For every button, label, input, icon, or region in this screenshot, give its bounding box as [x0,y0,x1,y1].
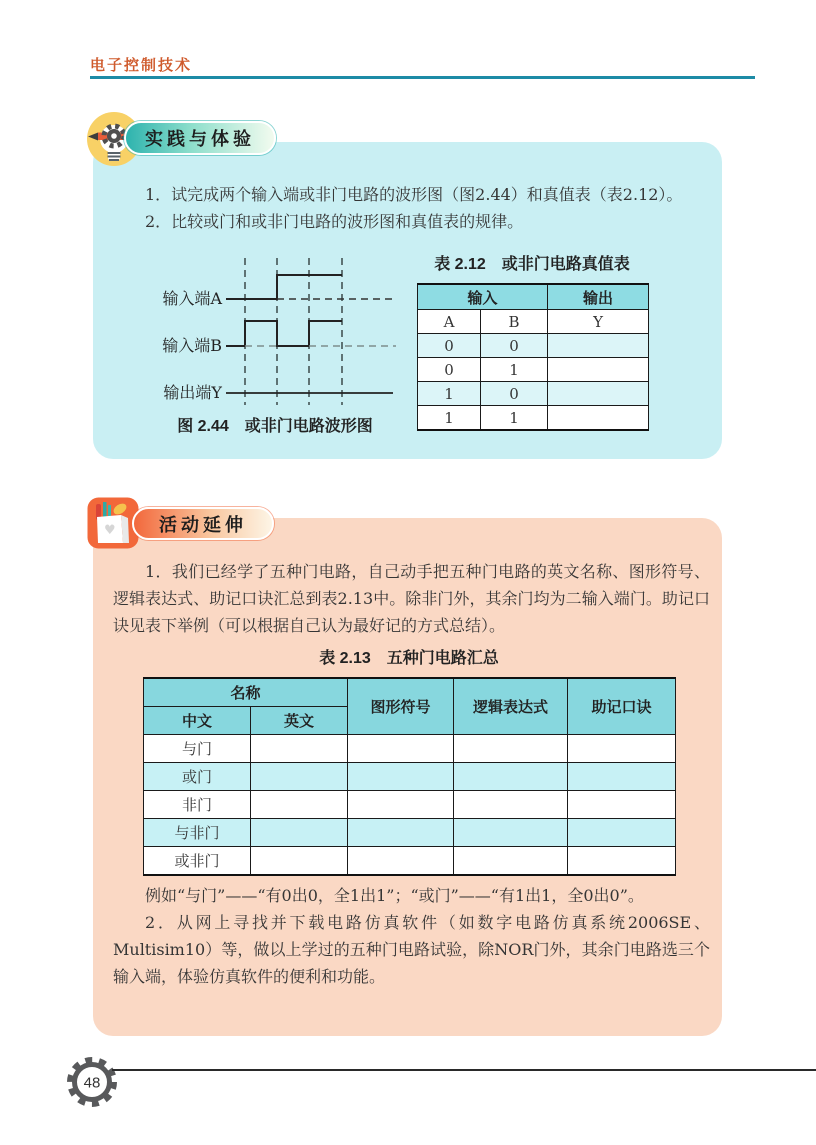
header-symbol: 图形符号 [348,678,454,735]
activity-badge: 活动延伸 [132,507,274,540]
blank-cell [251,847,348,876]
header-rule [90,76,755,79]
blank-cell [348,819,454,847]
summary-row-and [144,735,676,763]
blank-cell [348,735,454,763]
header-name: 名称 [144,678,348,707]
nor-truth-table [417,283,649,431]
gate-name: 非门 [144,791,251,819]
truth-table-output-header: 输出 [548,284,649,310]
cell-b: 0 [481,382,548,406]
header-expression: 逻辑表达式 [454,678,568,735]
blank-cell [568,847,676,876]
blank-cell [568,791,676,819]
heart-glyph: ♥ [104,523,116,538]
blank-cell [348,791,454,819]
activity-followup [113,882,710,990]
col-a: A [418,310,481,334]
activity-para-3: 2．从网上寻找并下载电路仿真软件（如数字电路仿真系统2006SE、Multisim10）等，做以上学过的五种门电路试验，除NOR门外，其余门电路选三个输入端，体验仿真软件的便利和功能。 [113,913,710,986]
practice-item-2: 2．比较或门和或非门电路的波形图和真值表的规律。 [145,212,524,231]
waveform-label-b: 输入端B [162,336,222,355]
summary-header-row-1 [144,678,676,707]
col-y: Y [548,310,649,334]
activity-para-2: 例如“与门”——“有0出0，全1出1”；“或门”——“有1出1，全0出0”。 [145,886,644,905]
truth-table-subheader-row [418,310,649,334]
truth-table-input-header: 输入 [418,284,548,310]
cell-b: 1 [481,406,548,431]
blank-cell [251,791,348,819]
cell-a: 0 [418,358,481,382]
blank-cell [251,735,348,763]
blank-cell [454,847,568,876]
practice-badge: 实践与体验 [124,121,276,155]
gate-name: 与非门 [144,819,251,847]
blank-cell [251,819,348,847]
summary-table-title: 表 2.13 五种门电路汇总 [319,650,499,667]
summary-row-or [144,763,676,791]
summary-row-not [144,791,676,819]
cell-y-blank [548,358,649,382]
cell-a: 0 [418,334,481,358]
activity-intro [113,558,710,639]
truth-table-row [418,358,649,382]
truth-table-row [418,382,649,406]
blank-cell [251,763,348,791]
blank-cell [568,735,676,763]
time-gridlines [245,258,342,405]
signal-b-trace [226,321,342,346]
truth-table-row [418,406,649,431]
signal-a-trace [226,275,342,299]
summary-row-nor [144,847,676,876]
blank-cell [568,819,676,847]
col-b: B [481,310,548,334]
blank-cell [454,791,568,819]
footer-rule [112,1069,816,1071]
cell-a: 1 [418,382,481,406]
activity-para-1: 1．我们已经学了五种门电路，自己动手把五种门电路的英文名称、图形符号、逻辑表达式、助记口诀汇总到表2.13中。除非门外，其余门均为二输入端门。助记口诀见表下举例（可以根据自己认为最好记的方式总结）。 [113,562,710,635]
header-english: 英文 [251,707,348,735]
blank-cell [454,819,568,847]
header-mnemonic: 助记口诀 [568,678,676,735]
truth-table-title: 表 2.12 或非门电路真值表 [434,256,630,273]
practice-instructions [113,181,711,235]
cell-y-blank [548,382,649,406]
waveform-label-y: 输出端Y [163,383,222,402]
cell-y-blank [548,334,649,358]
nor-gate-waveform-figure [140,252,410,412]
truth-table-row [418,334,649,358]
gate-name: 或非门 [144,847,251,876]
header-chinese: 中文 [144,707,251,735]
page-number: 48 [83,1074,101,1092]
gate-summary-table [143,677,676,876]
figure-caption: 图 2.44 或非门电路波形图 [177,418,373,435]
gate-name: 与门 [144,735,251,763]
summary-row-nand [144,819,676,847]
practice-item-1: 1．试完成两个输入端或非门电路的波形图（图2.44）和真值表（表2.12）。 [145,185,683,204]
blank-cell [348,847,454,876]
page-header-title: 电子控制技术 [90,57,193,74]
cell-b: 1 [481,358,548,382]
waveform-label-a: 输入端A [162,289,222,308]
gate-name: 或门 [144,763,251,791]
page-number-gear-icon [64,1054,120,1110]
cell-y-blank [548,406,649,431]
blank-cell [568,763,676,791]
blank-cell [454,763,568,791]
blank-cell [454,735,568,763]
blank-cell [348,763,454,791]
cell-a: 1 [418,406,481,431]
cell-b: 0 [481,334,548,358]
truth-table-header-row [418,284,649,310]
